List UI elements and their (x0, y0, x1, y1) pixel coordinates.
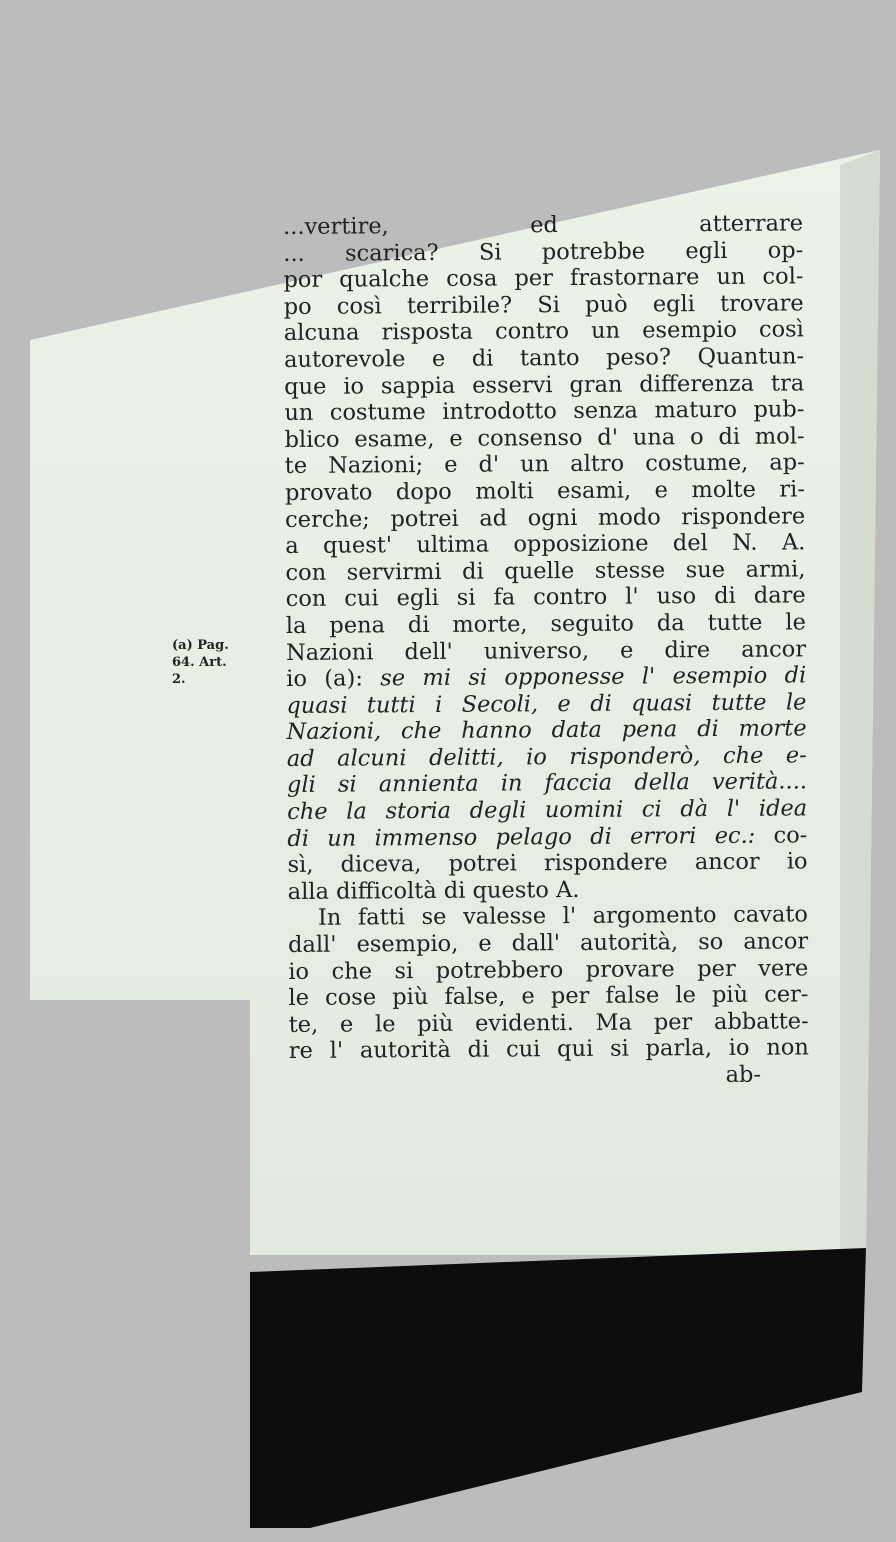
text-line: dall' esempio, e dall' autorità, so ancor (288, 928, 809, 959)
text-line: io che si potrebbero provare per vere (288, 954, 809, 985)
italic-quote-line: quasi tutti i Secoli, e di quasi tutte le (286, 689, 807, 719)
text-line: que io sappia esservi gran differenza tra (284, 369, 805, 400)
text-line: provato dopo molti esami, e molte ri- (284, 476, 806, 506)
footnote-ref-text: io (a): (286, 665, 381, 693)
text-line: un costume introdotto senza maturo pub- (284, 396, 805, 427)
text-line: alla difficoltà di questo A. (287, 876, 580, 905)
text-line: a quest' ultima opposizione del N. A. (285, 529, 806, 560)
margin-note-line: (a) Pag. (172, 638, 229, 653)
text-line: po così terribile? Si può egli trovare (283, 290, 804, 320)
text-line: blico esame, e consenso d' una o di mol- (284, 423, 805, 453)
italic-quote-line: ad alcuni delitti, io risponderò, che e- (286, 742, 807, 772)
text-line: con cui egli si fa contro l' uso di dare (285, 582, 806, 613)
italic-quote: di un immenso pelago di errori ec.: (287, 822, 756, 852)
text-line: ... scarica? Si potrebbe egli op- (283, 236, 804, 267)
text-line: le cose più false, e per false le più cer- (288, 981, 809, 1012)
text-line: te Nazioni; e d' un altro costume, ap- (284, 449, 805, 480)
text-line: alcuna risposta contro un esempio così (283, 316, 804, 347)
text-line: re l' autorità di cui qui si parla, io non (288, 1034, 809, 1065)
paragraph-start-line: In fatti se valesse l' argomento cavato (317, 901, 808, 932)
italic-quote-line: Nazioni, che hanno data pena di morte (286, 715, 807, 746)
text-line: ...vertire, ed atterrare (283, 210, 804, 240)
text-line: te, e le più evidenti. Ma per abbatte- (288, 1008, 809, 1038)
text-line: por qualche cosa per frastornare un col- (283, 263, 804, 294)
text-fragment: co- (755, 822, 808, 849)
body-text (283, 210, 809, 1091)
margin-note-line: 2. (172, 672, 186, 687)
text-line: con servirmi di quelle stesse sue armi, (285, 556, 806, 586)
italic-quote-line: che la storia degli uomini ci dà l' idea (287, 795, 808, 826)
text-line: sì, diceva, potrei rispondere ancor io (287, 848, 808, 879)
text-line: cerche; potrei ad ogni modo rispondere (285, 502, 806, 533)
text-line-mixed (287, 822, 807, 852)
italic-quote-line: gli si annienta in faccia della verità.... (286, 768, 808, 799)
italic-quote: se mi si opponesse l' esempio di (380, 662, 807, 692)
margin-note-line: 64. Art. (172, 655, 227, 670)
margin-footnote (172, 637, 229, 688)
text-line: Nazioni dell' universo, e dire ancor (285, 635, 807, 666)
text-line-footnote-ref (286, 662, 806, 692)
text-line: autorevole e di tanto peso? Quantun- (283, 343, 805, 373)
text-line: la pena di morte, seguito da tutte le (285, 609, 806, 639)
catchword: ab- (725, 1061, 762, 1088)
